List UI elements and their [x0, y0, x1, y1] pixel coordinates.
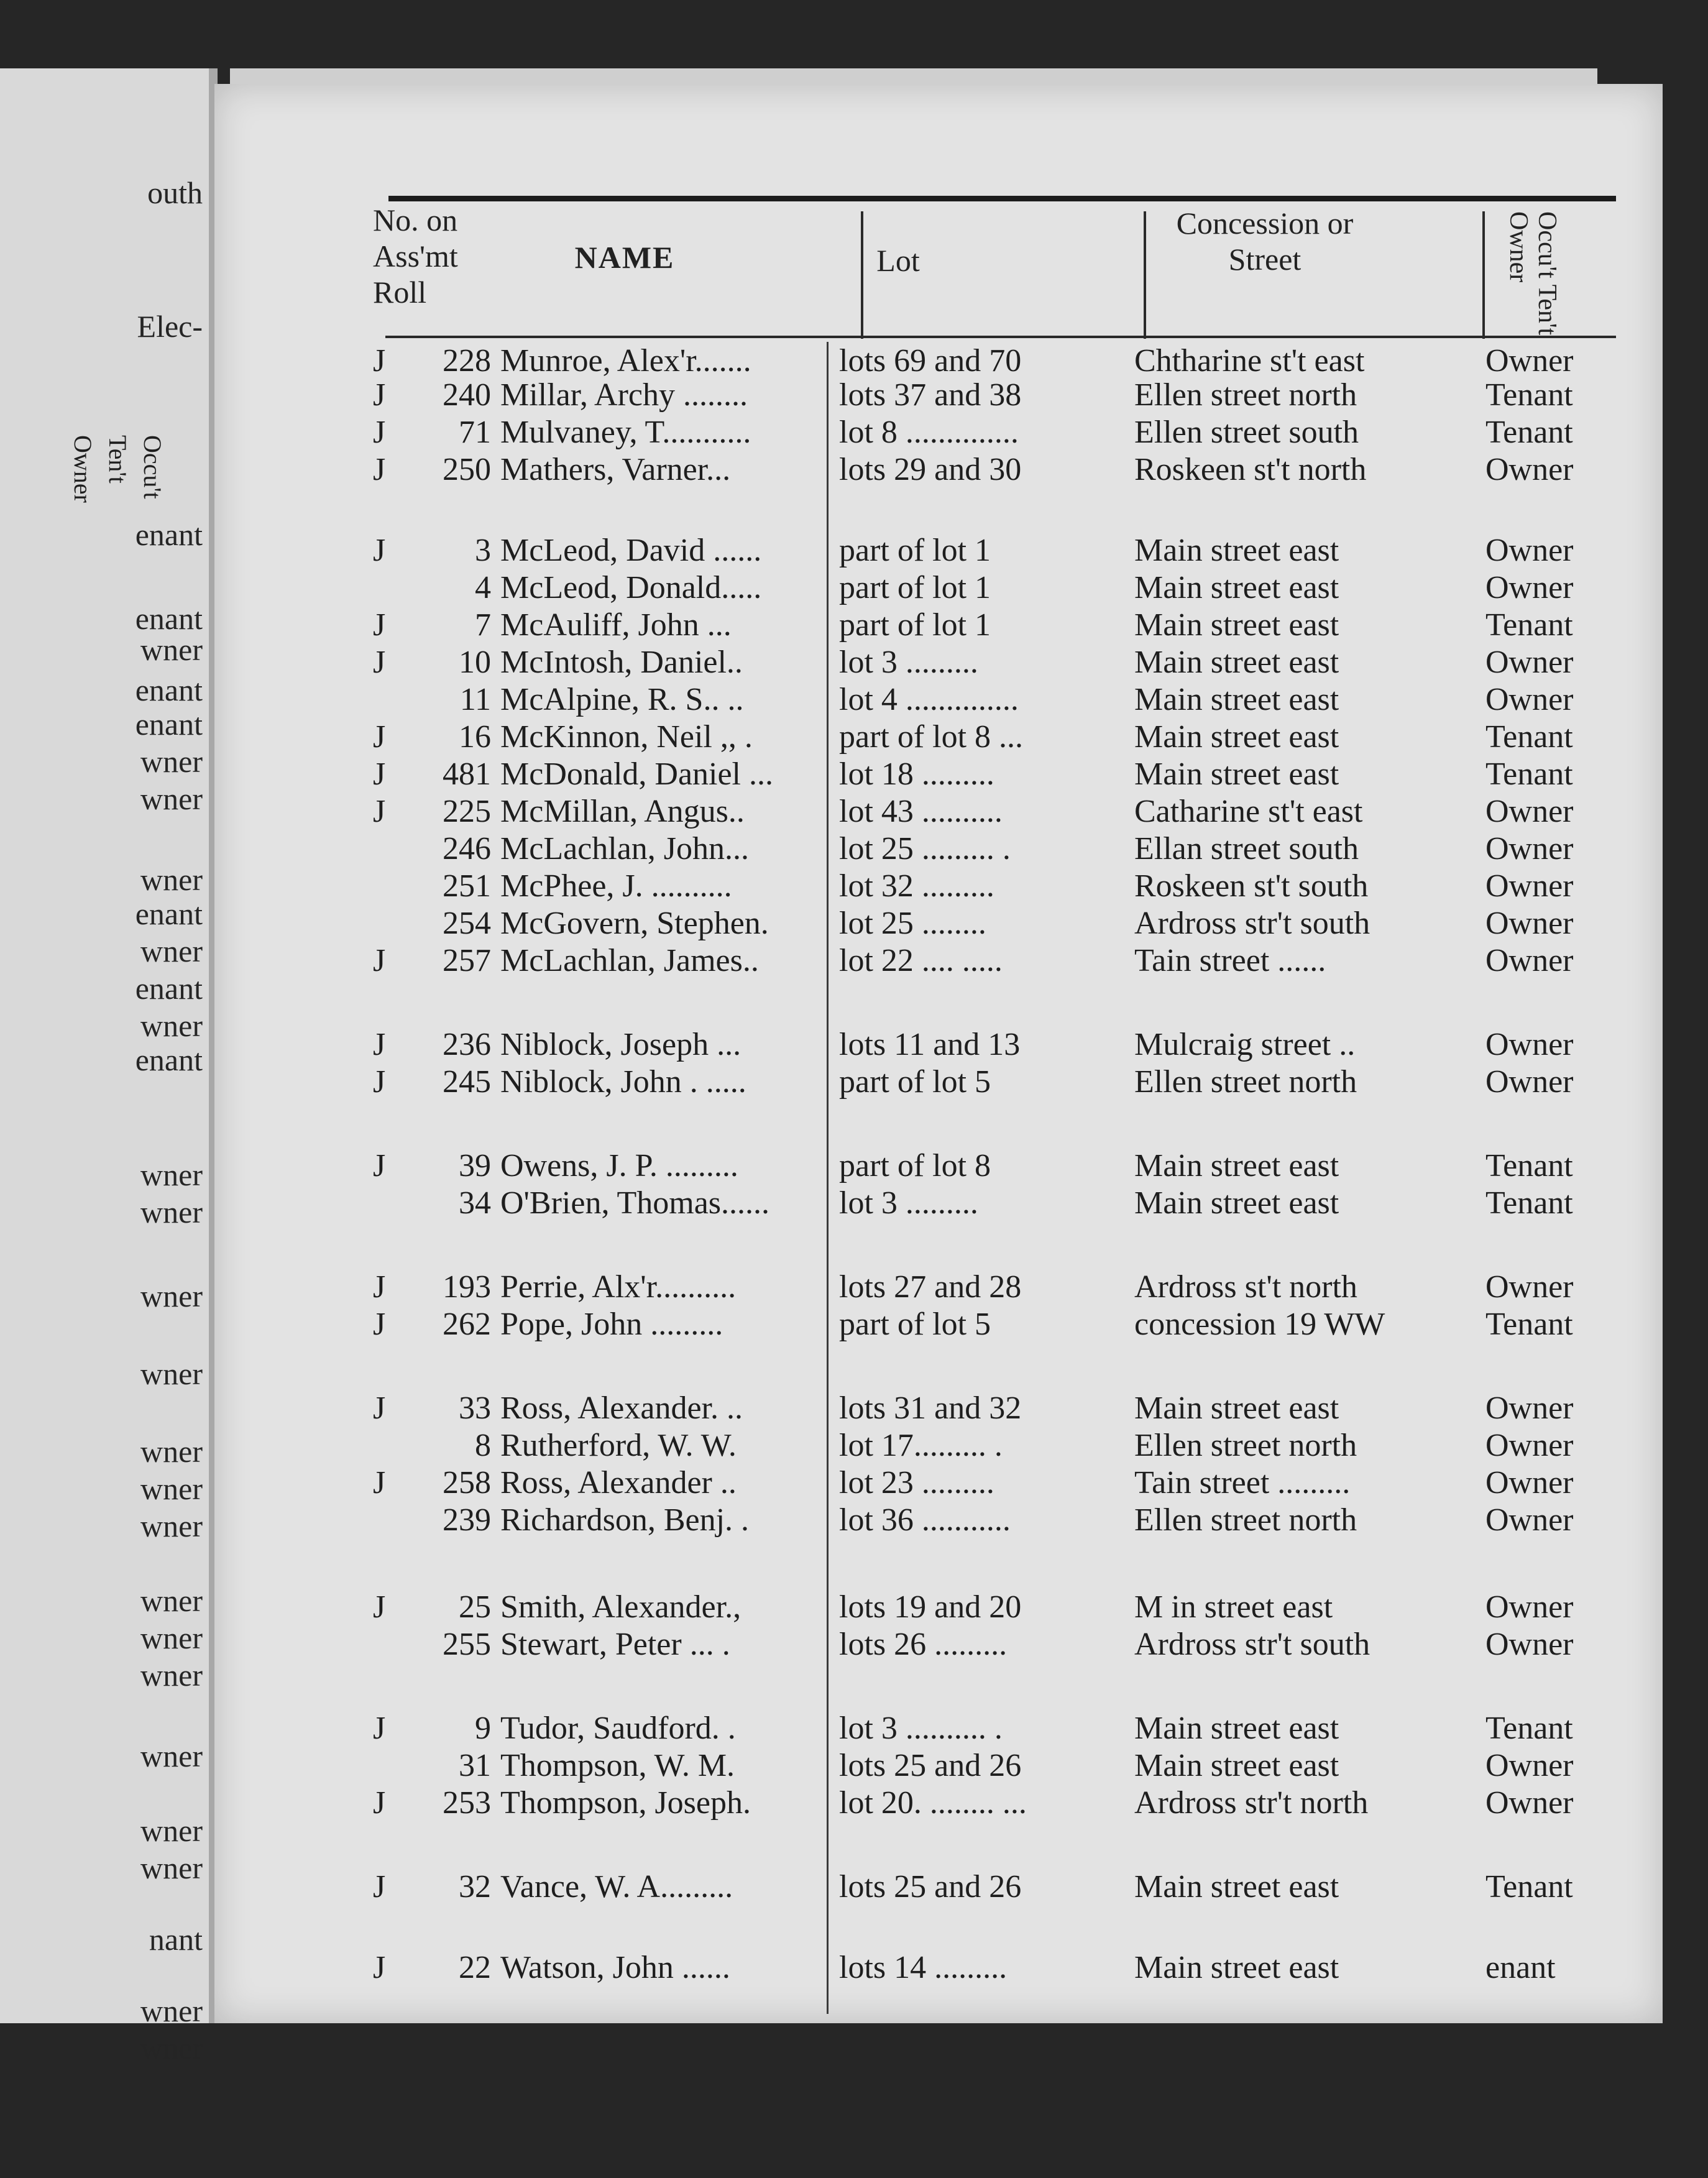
cell-occ: Owner	[1485, 906, 1574, 941]
table-row	[214, 1501, 1663, 1540]
cell-j: J	[373, 1027, 386, 1062]
left-page-word: enant	[135, 971, 203, 1006]
cell-street: Main street east	[1134, 682, 1339, 717]
cell-j: J	[373, 1869, 386, 1905]
cell-occ: Owner	[1485, 570, 1574, 605]
cell-j: J	[373, 719, 386, 755]
table-row	[214, 1949, 1663, 1987]
left-page-word: enant	[135, 1042, 203, 1077]
cell-lot: lots 37 and 38	[839, 377, 1022, 413]
cell-j: J	[373, 377, 386, 413]
cell-name: Watson, John ......	[500, 1950, 730, 1985]
cell-num: 193	[443, 1269, 491, 1305]
cell-occ: Tenant	[1485, 1185, 1573, 1221]
register-page	[214, 84, 1663, 2023]
cell-num: 258	[443, 1465, 491, 1500]
cell-lot: lots 25 and 26	[839, 1869, 1022, 1905]
left-page-word: wner	[140, 1434, 203, 1469]
cell-name: McLeod, Donald.....	[500, 570, 762, 605]
cell-j: J	[373, 343, 386, 379]
cell-occ: Owner	[1485, 452, 1574, 487]
cell-occ: enant	[1485, 1950, 1556, 1985]
cell-lot: part of lot 8	[839, 1148, 991, 1183]
cell-j: J	[373, 533, 386, 568]
cell-lot: lot 3 .........	[839, 1185, 978, 1221]
left-page-rotated-header	[65, 435, 167, 541]
cell-occ: Owner	[1485, 1627, 1574, 1662]
left-page-word: outh	[147, 175, 203, 210]
table-row	[214, 1784, 1663, 1822]
cell-lot: lot 3 .......... .	[839, 1711, 1003, 1746]
cell-street: Ellen street north	[1134, 1502, 1357, 1538]
table-row	[214, 1747, 1663, 1785]
left-page-word: enant	[135, 896, 203, 931]
table-row	[214, 1427, 1663, 1465]
cell-occ: Owner	[1485, 645, 1574, 680]
cell-street: Ellan street south	[1134, 831, 1359, 866]
cell-lot: lots 19 and 20	[839, 1589, 1022, 1625]
cell-num: 245	[443, 1064, 491, 1100]
cell-occ: Owner	[1485, 943, 1574, 978]
cell-j: J	[373, 1390, 386, 1426]
cell-name: Rutherford, W. W.	[500, 1428, 737, 1463]
left-page-word: wner	[140, 1850, 203, 1885]
left-page-word: wner	[140, 1157, 203, 1192]
cell-name: McIntosh, Daniel..	[500, 645, 743, 680]
cell-name: Niblock, John . .....	[500, 1064, 746, 1100]
cell-lot: part of lot 1	[839, 570, 991, 605]
header-occupancy: Occu't Ten't Owner	[1504, 211, 1561, 336]
table-row	[214, 755, 1663, 794]
cell-street: Main street east	[1134, 756, 1339, 792]
cell-street: Main street east	[1134, 1185, 1339, 1221]
cell-street: Ellen street south	[1134, 415, 1359, 450]
cell-lot: lot 22 .... .....	[839, 943, 1003, 978]
cell-num: 3	[475, 533, 491, 568]
cell-street: Mulcraig street ..	[1134, 1027, 1356, 1062]
left-page-word: enant	[135, 707, 203, 742]
cell-occ: Tenant	[1485, 607, 1573, 643]
cell-street: M in street east	[1134, 1589, 1333, 1625]
cell-name: Niblock, Joseph ...	[500, 1027, 742, 1062]
cell-name: Mathers, Varner...	[500, 452, 731, 487]
cell-occ: Tenant	[1485, 377, 1573, 413]
cell-lot: lot 43 ..........	[839, 794, 1003, 829]
cell-name: Owens, J. P. .........	[500, 1148, 738, 1183]
cell-j: J	[373, 1950, 386, 1985]
cell-occ: Tenant	[1485, 1711, 1573, 1746]
left-page-word: wner	[140, 1993, 203, 2028]
cell-name: McLachlan, John...	[500, 831, 750, 866]
table-row	[214, 793, 1663, 831]
cell-j: J	[373, 1148, 386, 1183]
cell-lot: lots 29 and 30	[839, 452, 1022, 487]
cell-num: 7	[475, 607, 491, 643]
cell-j: J	[373, 1589, 386, 1625]
cell-num: 34	[459, 1185, 491, 1221]
left-page-word: wner	[140, 2031, 203, 2065]
cell-occ: Owner	[1485, 1064, 1574, 1100]
table-row	[214, 531, 1663, 570]
cell-j: J	[373, 794, 386, 829]
cell-lot: lots 25 and 26	[839, 1748, 1022, 1783]
cell-street: Main street east	[1134, 719, 1339, 755]
cell-name: McAuliff, John ...	[500, 607, 732, 643]
cell-num: 262	[443, 1307, 491, 1342]
header-name: NAME	[574, 240, 675, 275]
cell-street: Main street east	[1134, 607, 1339, 643]
cell-occ: Owner	[1485, 1390, 1574, 1426]
cell-lot: lot 17......... .	[839, 1428, 1003, 1463]
cell-num: 8	[475, 1428, 491, 1463]
cell-lot: lot 8 ..............	[839, 415, 1019, 450]
left-page-word: wner	[140, 1356, 203, 1391]
cell-num: 481	[443, 756, 491, 792]
cell-occ: Tenant	[1485, 1869, 1573, 1905]
cell-lot: lot 23 .........	[839, 1465, 994, 1500]
assessment-table	[214, 84, 1663, 2023]
cell-j: J	[373, 1307, 386, 1342]
table-row	[214, 342, 1663, 380]
cell-street: Main street east	[1134, 1869, 1339, 1905]
left-page-word: wner	[140, 1509, 203, 1543]
cell-street: Ellen street north	[1134, 1428, 1357, 1463]
cell-num: 31	[459, 1748, 491, 1783]
left-page-word: wner	[140, 632, 203, 667]
cell-street: Catharine st't east	[1134, 794, 1363, 829]
cell-occ: Owner	[1485, 343, 1574, 379]
cell-name: Munroe, Alex'r.......	[500, 343, 751, 379]
cell-occ: Tenant	[1485, 1307, 1573, 1342]
cell-lot: lot 25 ........	[839, 906, 986, 941]
left-page-word: enant	[135, 517, 203, 552]
table-row	[214, 376, 1663, 415]
cell-street: Ardross str't south	[1134, 1627, 1371, 1662]
cell-occ: Owner	[1485, 1502, 1574, 1538]
cell-num: 236	[443, 1027, 491, 1062]
cell-num: 239	[443, 1502, 491, 1538]
cell-occ: Tenant	[1485, 719, 1573, 755]
cell-street: Main street east	[1134, 533, 1339, 568]
cell-j: J	[373, 1465, 386, 1500]
left-page-word: wner	[140, 1279, 203, 1313]
cell-street: Main street east	[1134, 645, 1339, 680]
cell-name: McGovern, Stephen.	[500, 906, 769, 941]
cell-occ: Owner	[1485, 831, 1574, 866]
cell-num: 246	[443, 831, 491, 866]
cell-lot: lot 18 .........	[839, 756, 994, 792]
cell-num: 22	[459, 1950, 491, 1985]
cell-num: 16	[459, 719, 491, 755]
cell-name: McKinnon, Neil ,, .	[500, 719, 753, 755]
header-concession: Concession or Street	[1176, 206, 1354, 277]
cell-j: J	[373, 415, 386, 450]
cell-street: Tain street .........	[1134, 1465, 1351, 1500]
cell-j: J	[373, 1269, 386, 1305]
cell-num: 251	[443, 868, 491, 904]
cell-lot: part of lot 5	[839, 1307, 991, 1342]
left-rotated-header-text: Occu't Ten't Owner	[69, 435, 167, 503]
cell-name: O'Brien, Thomas......	[500, 1185, 770, 1221]
cell-num: 11	[459, 682, 491, 717]
table-row	[214, 569, 1663, 607]
cell-lot: part of lot 5	[839, 1064, 991, 1100]
cell-street: Tain street ......	[1134, 943, 1326, 978]
table-row	[214, 1588, 1663, 1627]
cell-name: Tudor, Saudford. .	[500, 1711, 736, 1746]
cell-j: J	[373, 1064, 386, 1100]
table-row	[214, 1063, 1663, 1101]
cell-lot: lots 14 .........	[839, 1950, 1008, 1985]
table-row	[214, 942, 1663, 980]
table-row	[214, 1868, 1663, 1906]
cell-num: 10	[459, 645, 491, 680]
left-page-word: wner	[140, 1471, 203, 1506]
cell-num: 255	[443, 1627, 491, 1662]
left-page-word: wner	[140, 1008, 203, 1043]
cell-name: Smith, Alexander.,	[500, 1589, 742, 1625]
cell-street: Main street east	[1134, 1950, 1339, 1985]
cell-street: Main street east	[1134, 1390, 1339, 1426]
cell-occ: Owner	[1485, 1428, 1574, 1463]
table-row	[214, 904, 1663, 943]
cell-name: Pope, John .........	[500, 1307, 723, 1342]
table-row	[214, 867, 1663, 906]
left-page-word: enant	[135, 673, 203, 707]
cell-j: J	[373, 756, 386, 792]
table-row	[214, 1147, 1663, 1185]
cell-name: Millar, Archy ........	[500, 377, 748, 413]
header-roll-number: No. on Ass'mt Roll	[373, 203, 458, 310]
cell-occ: Owner	[1485, 1589, 1574, 1625]
left-page-word: wner	[140, 744, 203, 779]
cell-occ: Tenant	[1485, 756, 1573, 792]
cell-street: Main street east	[1134, 1748, 1339, 1783]
table-row	[214, 1464, 1663, 1502]
cell-name: Richardson, Benj. .	[500, 1502, 750, 1538]
cell-street: Main street east	[1134, 1148, 1339, 1183]
cell-lot: lots 69 and 70	[839, 343, 1022, 379]
cell-num: 225	[443, 794, 491, 829]
cell-num: 4	[475, 570, 491, 605]
cell-street: Ellen street north	[1134, 377, 1357, 413]
cell-lot: lots 31 and 32	[839, 1390, 1022, 1426]
cell-lot: lots 27 and 28	[839, 1269, 1022, 1305]
cell-occ: Owner	[1485, 794, 1574, 829]
cell-name: McLeod, David ......	[500, 533, 762, 568]
cell-num: 257	[443, 943, 491, 978]
cell-name: McMillan, Angus..	[500, 794, 745, 829]
cell-street: Roskeen st't north	[1134, 452, 1367, 487]
cell-street: Main street east	[1134, 570, 1339, 605]
cell-occ: Owner	[1485, 1785, 1574, 1821]
cell-street: Ardross str't south	[1134, 906, 1371, 941]
cell-name: Perrie, Alx'r..........	[500, 1269, 737, 1305]
cell-name: McAlpine, R. S.. ..	[500, 682, 744, 717]
table-row	[214, 643, 1663, 682]
cell-occ: Owner	[1485, 1748, 1574, 1783]
cell-lot: lot 4 ..............	[839, 682, 1019, 717]
cell-street: Ardross str't north	[1134, 1785, 1369, 1821]
cell-name: Ross, Alexander ..	[500, 1465, 737, 1500]
left-page-word: enant	[135, 601, 203, 636]
header-lot: Lot	[876, 243, 920, 278]
cell-occ: Owner	[1485, 1027, 1574, 1062]
cell-occ: Tenant	[1485, 1148, 1573, 1183]
column-divider-name-lot	[861, 211, 863, 339]
left-page-fragment	[0, 68, 218, 2065]
cell-name: Mulvaney, T...........	[500, 415, 751, 450]
cell-num: 9	[475, 1711, 491, 1746]
table-row	[214, 681, 1663, 719]
cell-num: 240	[443, 377, 491, 413]
cell-num: 228	[443, 343, 491, 379]
cell-num: 250	[443, 452, 491, 487]
left-page-word: wner	[140, 862, 203, 897]
cell-occ: Owner	[1485, 682, 1574, 717]
cell-occ: Owner	[1485, 868, 1574, 904]
cell-lot: part of lot 1	[839, 607, 991, 643]
cell-occ: Owner	[1485, 533, 1574, 568]
cell-lot: lot 36 ...........	[839, 1502, 1011, 1538]
cell-j: J	[373, 645, 386, 680]
left-page-word: Elec-	[137, 309, 203, 344]
cell-name: Vance, W. A.........	[500, 1869, 733, 1905]
table-row	[214, 1305, 1663, 1344]
cell-lot: part of lot 1	[839, 533, 991, 568]
table-row	[214, 1026, 1663, 1064]
column-divider-lot-street	[1144, 211, 1146, 339]
left-page-word: wner	[140, 1583, 203, 1618]
left-page-word: wner	[140, 1813, 203, 1848]
table-row	[214, 451, 1663, 489]
cell-j: J	[373, 452, 386, 487]
cell-street: Ellen street north	[1134, 1064, 1357, 1100]
cell-name: Thompson, W. M.	[500, 1748, 735, 1783]
column-divider-street-occupancy	[1482, 211, 1485, 339]
cell-name: Stewart, Peter ... .	[500, 1627, 730, 1662]
left-page-word: wner	[140, 934, 203, 968]
cell-j: J	[373, 607, 386, 643]
table-row	[214, 830, 1663, 868]
cell-num: 39	[459, 1148, 491, 1183]
cell-name: Thompson, Joseph.	[500, 1785, 751, 1821]
cell-street: concession 19 WW	[1134, 1307, 1385, 1342]
left-page-word: nant	[149, 1922, 203, 1957]
cell-street: Roskeen st't south	[1134, 868, 1369, 904]
table-row	[214, 1184, 1663, 1223]
cell-num: 71	[459, 415, 491, 450]
cell-num: 253	[443, 1785, 491, 1821]
cell-occ: Owner	[1485, 1269, 1574, 1305]
cell-street: Main street east	[1134, 1711, 1339, 1746]
cell-num: 254	[443, 906, 491, 941]
table-row	[214, 1625, 1663, 1664]
table-row	[214, 1709, 1663, 1748]
cell-name: McDonald, Daniel ...	[500, 756, 774, 792]
cell-lot: lot 20. ........ ...	[839, 1785, 1027, 1821]
table-row	[214, 718, 1663, 756]
table-row	[214, 606, 1663, 645]
cell-street: Chtharine st't east	[1134, 343, 1365, 379]
table-top-rule	[388, 196, 1616, 201]
cell-name: McLachlan, James..	[500, 943, 759, 978]
cell-lot: lot 25 ......... .	[839, 831, 1011, 866]
cell-j: J	[373, 943, 386, 978]
table-row	[214, 1268, 1663, 1307]
cell-name: McPhee, J. ..........	[500, 868, 732, 904]
cell-num: 25	[459, 1589, 491, 1625]
cell-lot: lot 3 .........	[839, 645, 978, 680]
cell-lot: lots 11 and 13	[839, 1027, 1021, 1062]
left-page-word: wner	[140, 1739, 203, 1773]
cell-num: 32	[459, 1869, 491, 1905]
cell-num: 33	[459, 1390, 491, 1426]
cell-occ: Owner	[1485, 1465, 1574, 1500]
header-bottom-rule	[385, 336, 1616, 338]
table-row	[214, 413, 1663, 452]
cell-j: J	[373, 1711, 386, 1746]
left-page-word: wner	[140, 1195, 203, 1229]
cell-street: Ardross st't north	[1134, 1269, 1357, 1305]
cell-lot: lots 26 .........	[839, 1627, 1008, 1662]
cell-name: Ross, Alexander. ..	[500, 1390, 743, 1426]
left-page-word: wner	[140, 1620, 203, 1655]
table-row	[214, 1389, 1663, 1428]
cell-j: J	[373, 1785, 386, 1821]
cell-occ: Tenant	[1485, 415, 1573, 450]
cell-lot: part of lot 8 ...	[839, 719, 1024, 755]
left-page-word: wner	[140, 1658, 203, 1693]
cell-lot: lot 32 .........	[839, 868, 994, 904]
left-page-word: wner	[140, 781, 203, 816]
